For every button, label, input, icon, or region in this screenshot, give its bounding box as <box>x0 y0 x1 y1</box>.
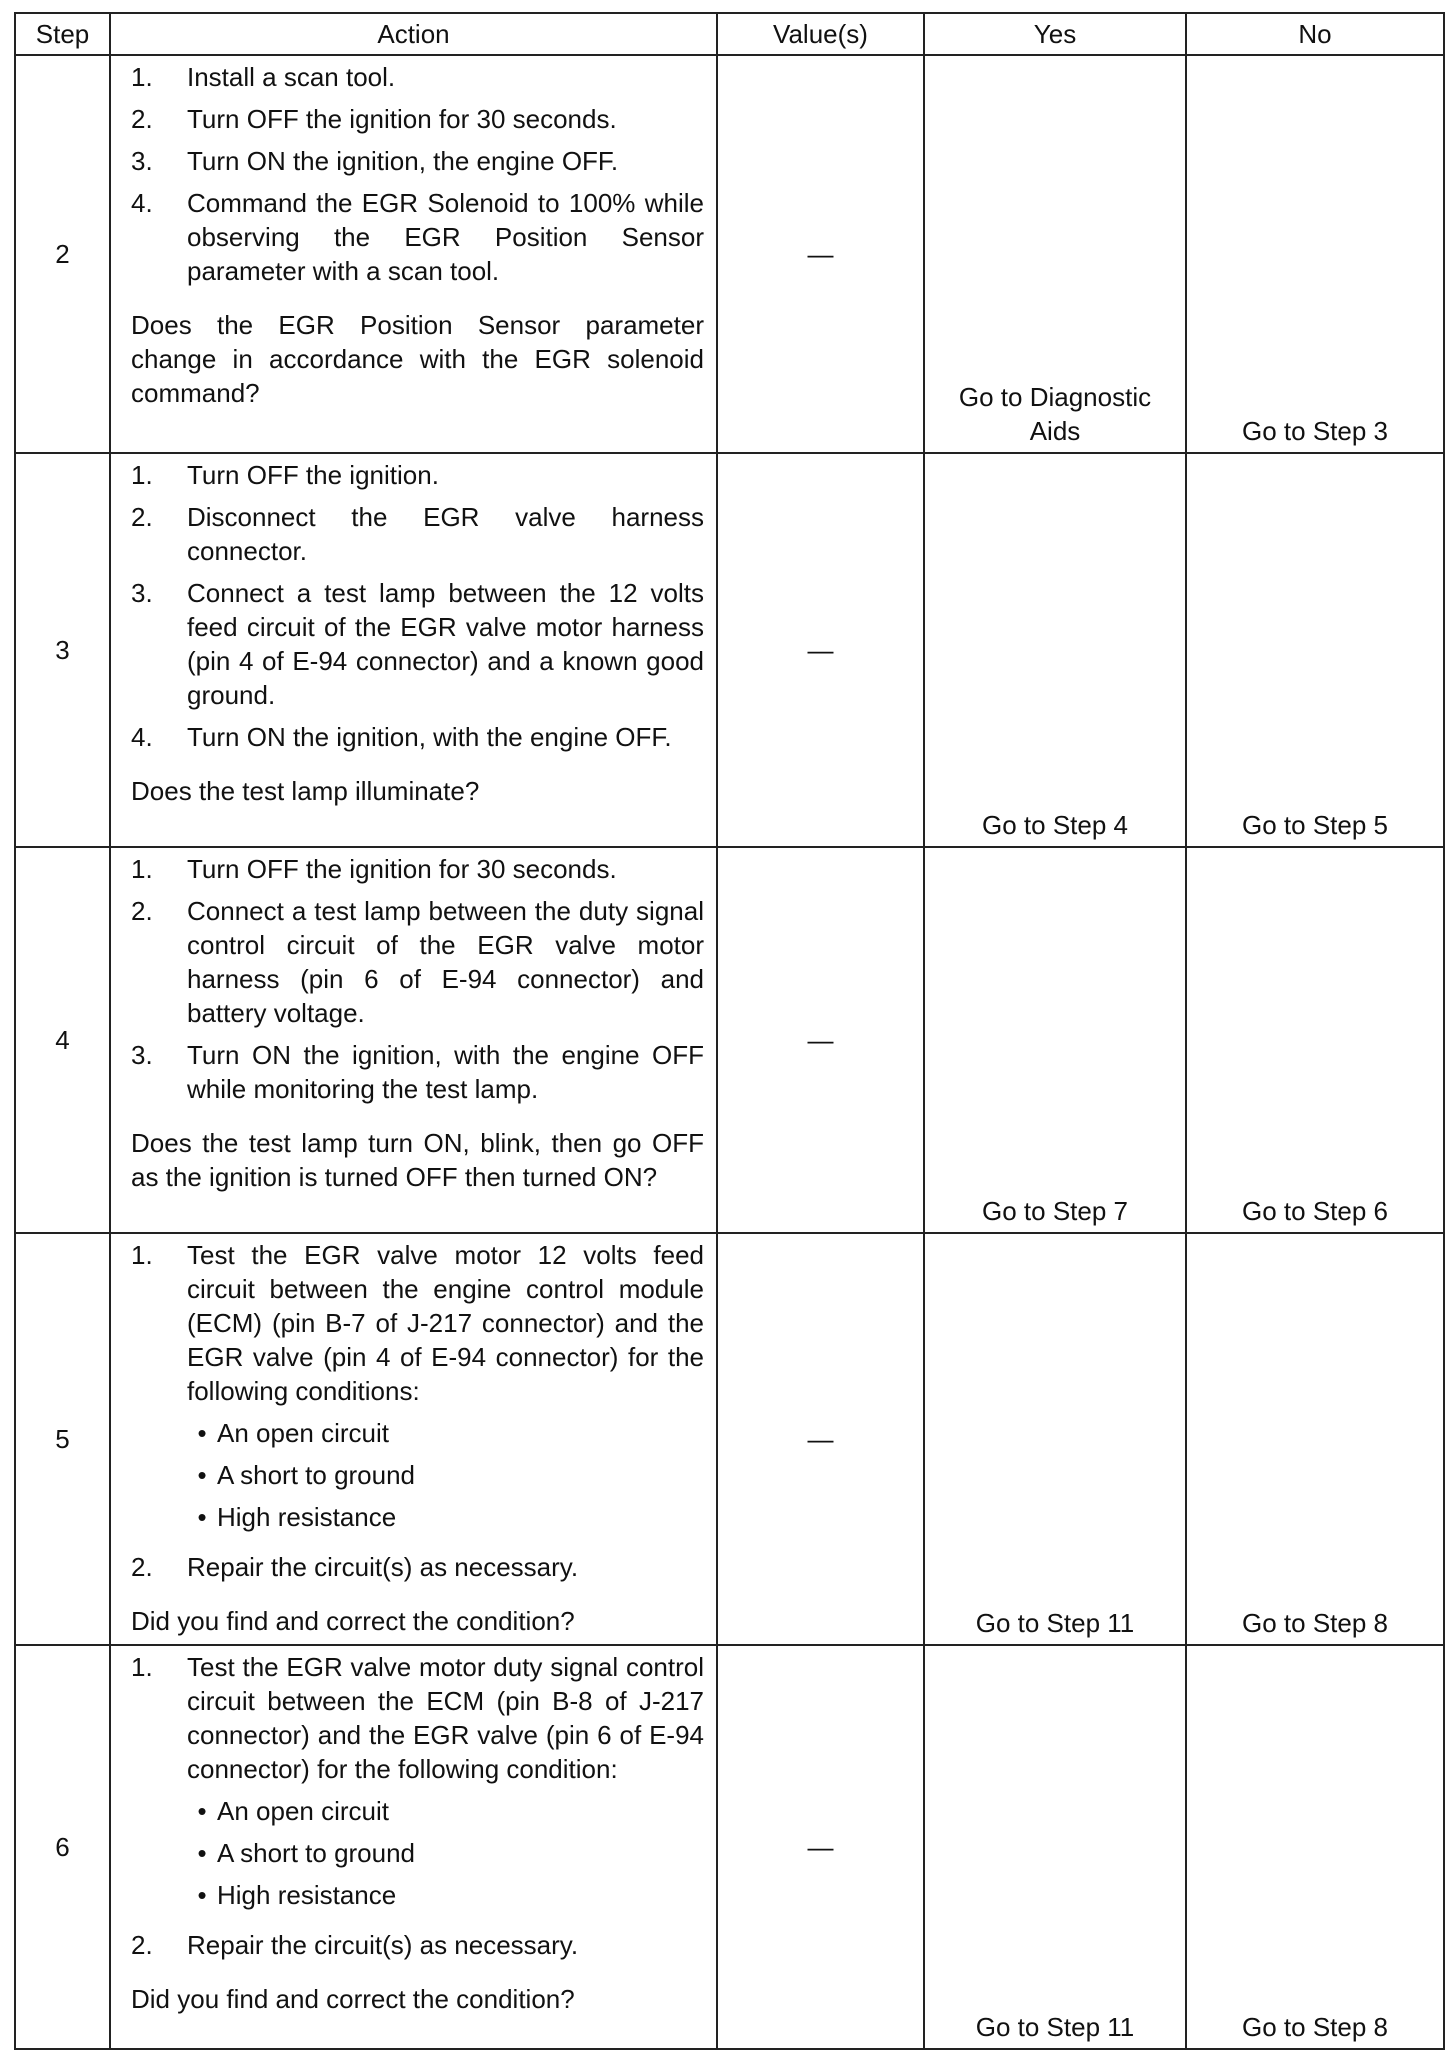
step-number: 2 <box>15 55 110 453</box>
bullet-icon: • <box>197 1838 207 1868</box>
action-step-text: Turn ON the ignition, the engine OFF. <box>187 146 619 176</box>
no-cell: Go to Step 5 <box>1186 453 1444 847</box>
yes-cell: Go to Step 4 <box>924 453 1186 847</box>
step-number: 3 <box>15 453 110 847</box>
condition-text: An open circuit <box>217 1418 389 1448</box>
action-step-text: Repair the circuit(s) as necessary. <box>187 1552 579 1582</box>
action-steps <box>131 60 704 288</box>
header-action: Action <box>110 13 717 55</box>
value-cell: — <box>717 847 924 1233</box>
table-row <box>15 1233 1444 1645</box>
action-step-text: Test the EGR valve motor 12 volts feed circuit between the engine control module (ECM) (pin B-7 of J-217 connector) and the EGR valve (pin 4 of E-94 connector) for the following conditions: <box>187 1240 704 1406</box>
action-step-body <box>187 1650 704 1920</box>
condition-item <box>187 1836 704 1870</box>
yes-cell: Go to Step 11 <box>924 1645 1186 2049</box>
action-step <box>131 1650 704 1920</box>
action-step-text: Test the EGR valve motor duty signal control circuit between the ECM (pin B-8 of J-217 connector) and the EGR valve (pin 6 of E-94 connector) for the following condition: <box>187 1652 704 1784</box>
value-cell: — <box>717 453 924 847</box>
action-cell <box>110 1645 717 2049</box>
condition-item <box>187 1500 704 1534</box>
bullet-icon: • <box>197 1418 207 1448</box>
action-step-number: 3. <box>131 578 153 608</box>
action-step <box>131 1928 704 1962</box>
action-step-body <box>187 1238 704 1542</box>
bullet-icon: • <box>197 1880 207 1910</box>
action-steps <box>131 458 704 754</box>
action-steps <box>131 1650 704 1962</box>
action-step <box>131 720 704 754</box>
action-step <box>131 1038 704 1106</box>
bullet-icon: • <box>197 1796 207 1826</box>
action-step-text: Command the EGR Solenoid to 100% while observing the EGR Position Sensor parameter with a scan tool. <box>187 188 704 286</box>
condition-item <box>187 1794 704 1828</box>
condition-text: High resistance <box>217 1502 397 1532</box>
bullet-icon: • <box>197 1502 207 1532</box>
step-number: 4 <box>15 847 110 1233</box>
yes-cell: Go to Step 7 <box>924 847 1186 1233</box>
yes-cell: Go to Step 11 <box>924 1233 1186 1645</box>
table-row <box>15 1645 1444 2049</box>
action-step-number: 4. <box>131 722 153 752</box>
action-step-text: Turn ON the ignition, with the engine OFF. <box>187 722 672 752</box>
action-step-number: 1. <box>131 460 153 490</box>
header-no: No <box>1186 13 1444 55</box>
header-values: Value(s) <box>717 13 924 55</box>
action-step-text: Turn OFF the ignition. <box>187 460 439 490</box>
condition-list <box>187 1416 704 1534</box>
action-step <box>131 102 704 136</box>
bullet-icon: • <box>197 1460 207 1490</box>
action-step-number: 2. <box>131 1552 153 1582</box>
action-step-text: Connect a test lamp between the 12 volts feed circuit of the EGR valve motor harness (pin 4 of E-94 connector) and a known good ground. <box>187 578 704 710</box>
yes-cell: Go to Diagnostic Aids <box>924 55 1186 453</box>
action-steps <box>131 852 704 1106</box>
action-step-number: 4. <box>131 188 153 218</box>
action-question: Does the test lamp illuminate? <box>131 776 480 806</box>
action-step-number: 1. <box>131 62 153 92</box>
action-step <box>131 60 704 94</box>
action-step <box>131 186 704 288</box>
action-cell <box>110 55 717 453</box>
action-steps <box>131 1238 704 1584</box>
action-step-text: Connect a test lamp between the duty signal control circuit of the EGR valve motor harness (pin 6 of E-94 connector) and battery voltage. <box>187 896 704 1028</box>
action-question: Did you find and correct the condition? <box>131 1606 575 1636</box>
no-cell: Go to Step 8 <box>1186 1645 1444 2049</box>
action-step <box>131 576 704 712</box>
action-step-number: 1. <box>131 1652 153 1682</box>
action-cell <box>110 453 717 847</box>
action-step <box>131 458 704 492</box>
condition-item <box>187 1416 704 1450</box>
no-cell: Go to Step 6 <box>1186 847 1444 1233</box>
action-question: Does the EGR Position Sensor parameter change in accordance with the EGR solenoid command? <box>131 310 704 408</box>
diagnostic-table <box>14 12 1445 2050</box>
step-number: 6 <box>15 1645 110 2049</box>
value-cell: — <box>717 55 924 453</box>
condition-text: A short to ground <box>217 1460 416 1490</box>
condition-item <box>187 1458 704 1492</box>
action-step-text: Turn OFF the ignition for 30 seconds. <box>187 104 617 134</box>
action-step <box>131 1238 704 1542</box>
header-row <box>15 13 1444 55</box>
condition-text: A short to ground <box>217 1838 416 1868</box>
condition-item <box>187 1878 704 1912</box>
action-cell <box>110 847 717 1233</box>
action-step-number: 2. <box>131 502 153 532</box>
header-yes: Yes <box>924 13 1186 55</box>
action-question: Did you find and correct the condition? <box>131 1984 575 2014</box>
action-step <box>131 894 704 1030</box>
condition-text: High resistance <box>217 1880 397 1910</box>
step-number: 5 <box>15 1233 110 1645</box>
action-step-number: 2. <box>131 1930 153 1960</box>
no-cell: Go to Step 3 <box>1186 55 1444 453</box>
action-step <box>131 144 704 178</box>
action-step-number: 3. <box>131 1040 153 1070</box>
table-row <box>15 847 1444 1233</box>
action-cell <box>110 1233 717 1645</box>
action-step-text: Disconnect the EGR valve harness connector. <box>187 502 704 566</box>
header-step: Step <box>15 13 110 55</box>
action-step-text: Turn OFF the ignition for 30 seconds. <box>187 854 617 884</box>
action-step <box>131 1550 704 1584</box>
action-step-number: 3. <box>131 146 153 176</box>
action-step-text: Install a scan tool. <box>187 62 396 92</box>
action-step-text: Turn ON the ignition, with the engine OFF while monitoring the test lamp. <box>187 1040 704 1104</box>
action-step <box>131 500 704 568</box>
table-row <box>15 453 1444 847</box>
action-question: Does the test lamp turn ON, blink, then go OFF as the ignition is turned OFF then turned ON? <box>131 1128 704 1192</box>
action-step-number: 1. <box>131 1240 153 1270</box>
action-step-number: 1. <box>131 854 153 884</box>
action-step <box>131 852 704 886</box>
action-step-number: 2. <box>131 104 153 134</box>
condition-text: An open circuit <box>217 1796 389 1826</box>
value-cell: — <box>717 1645 924 2049</box>
no-cell: Go to Step 8 <box>1186 1233 1444 1645</box>
action-step-number: 2. <box>131 896 153 926</box>
condition-list <box>187 1794 704 1912</box>
action-step-text: Repair the circuit(s) as necessary. <box>187 1930 579 1960</box>
table-row <box>15 55 1444 453</box>
value-cell: — <box>717 1233 924 1645</box>
